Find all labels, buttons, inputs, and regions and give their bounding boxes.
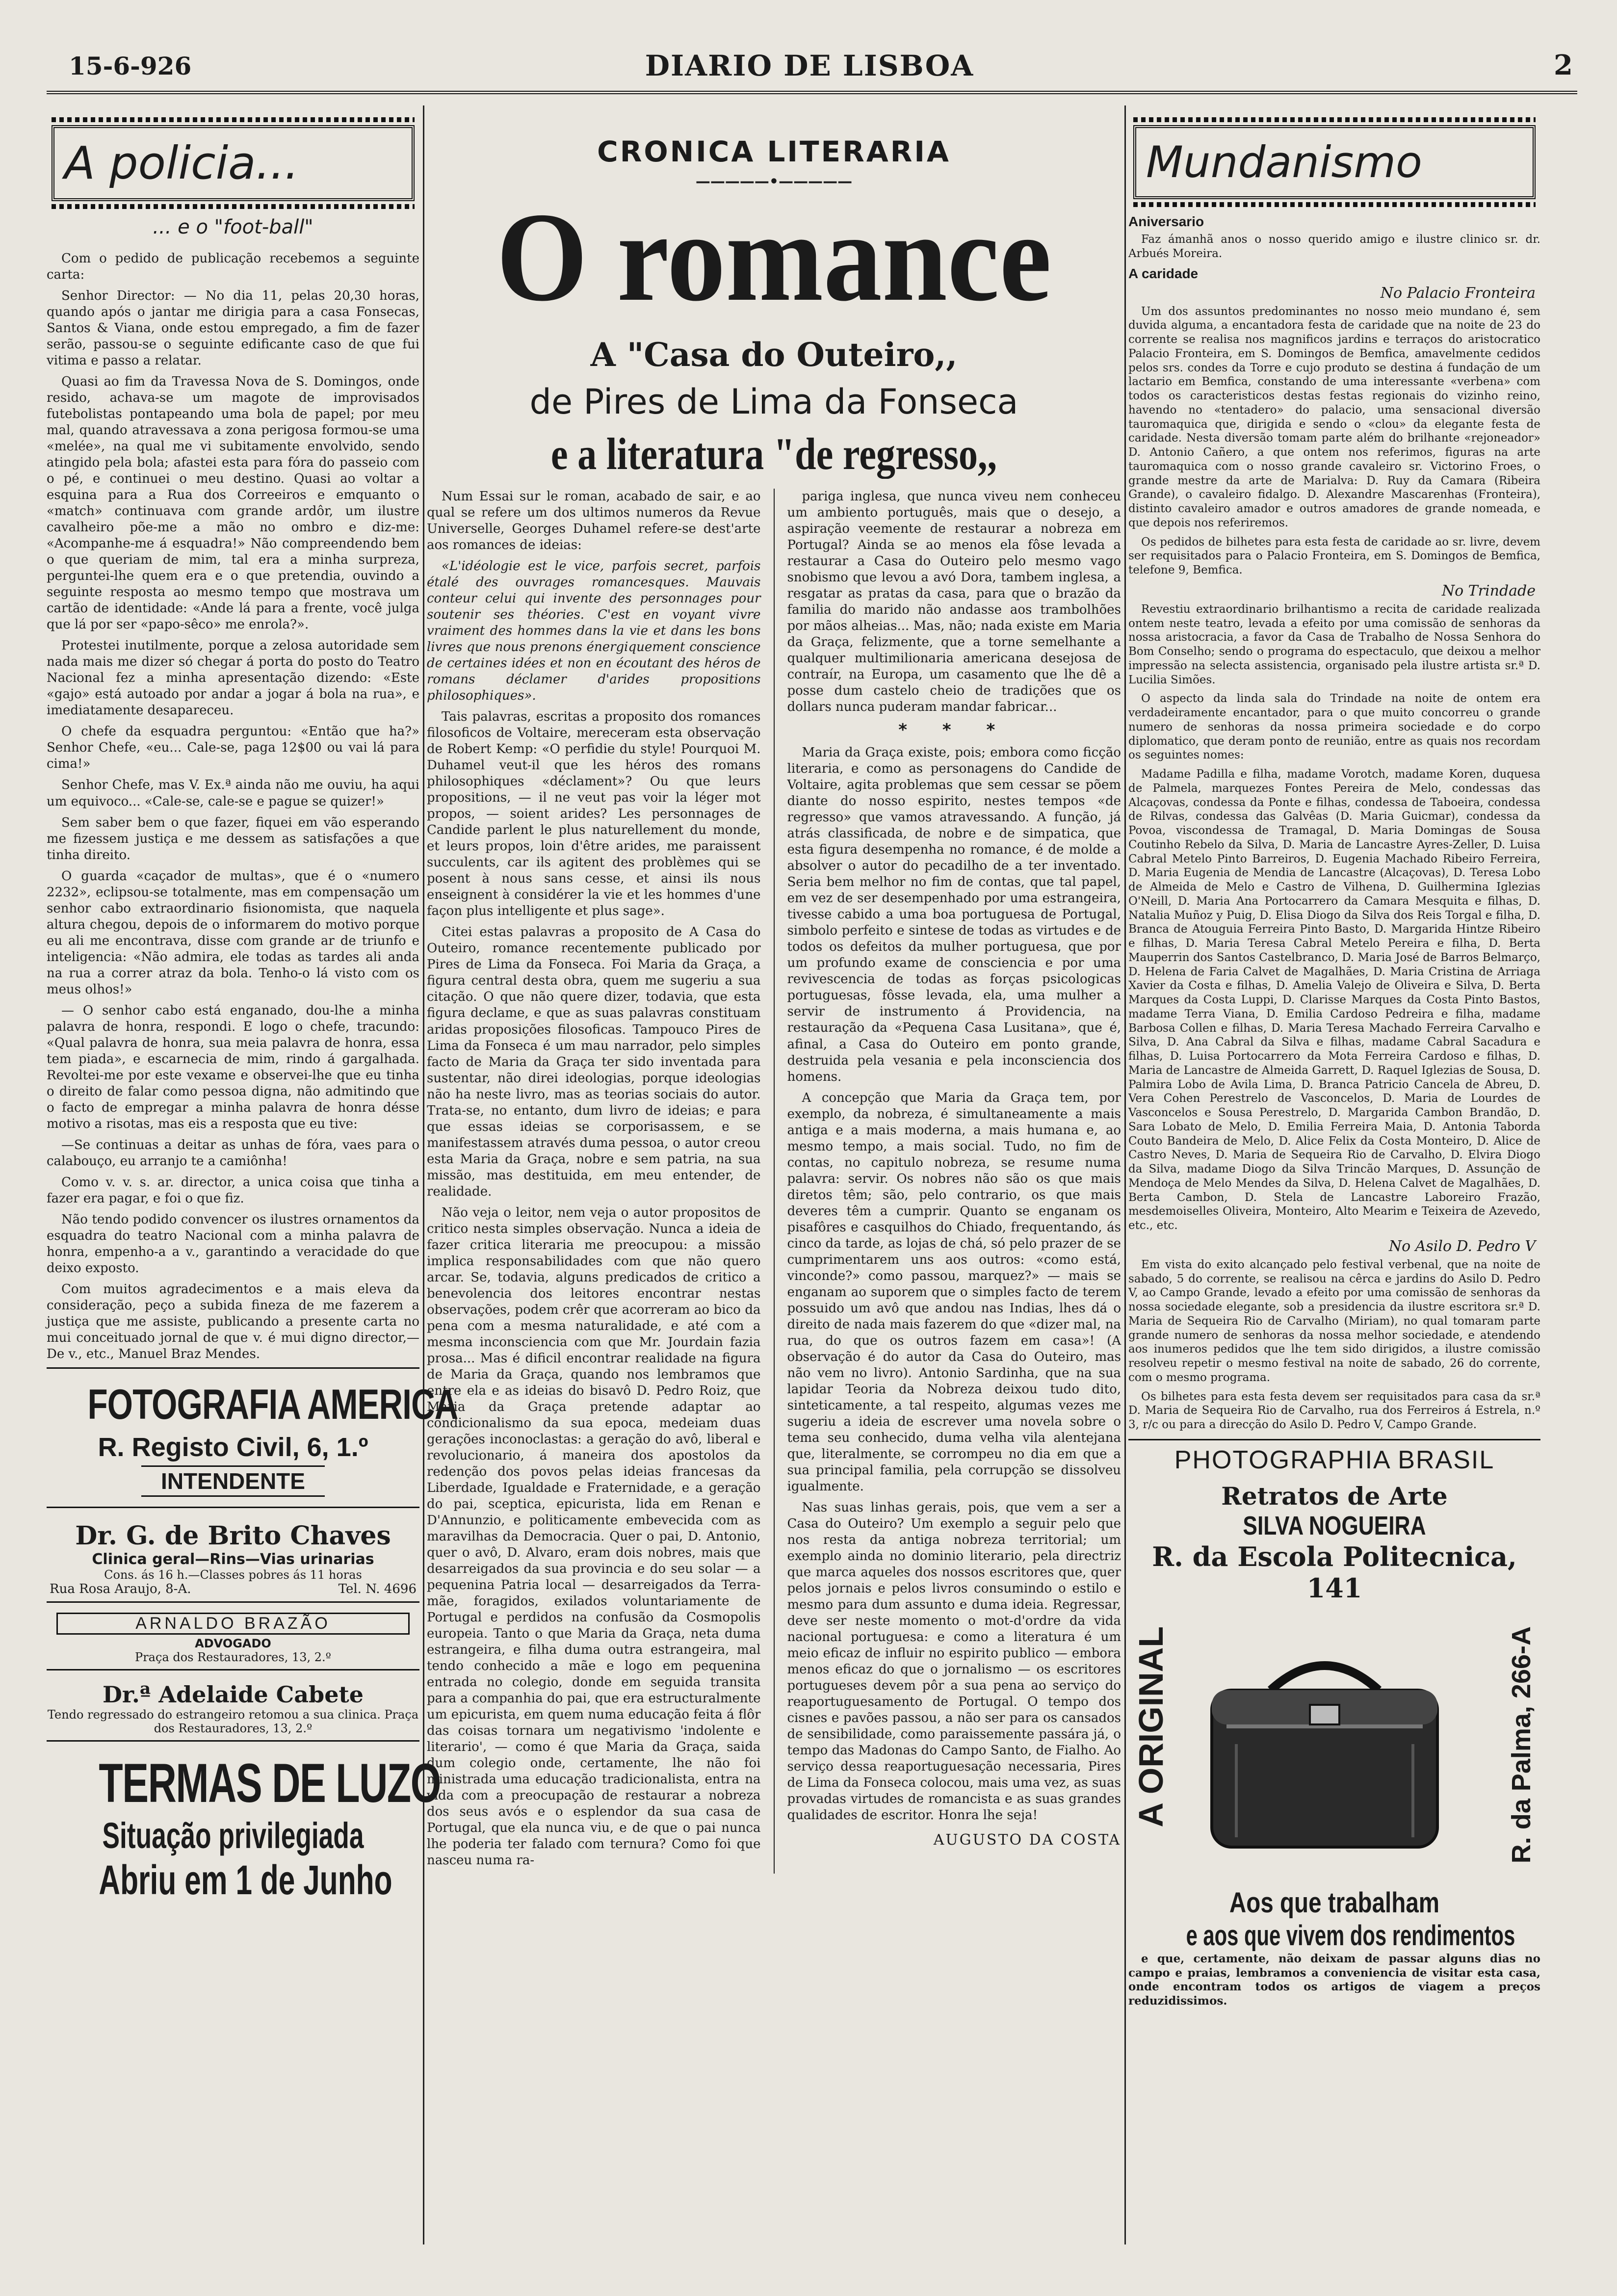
ad-doctor-phone: Tel. N. 4696 bbox=[338, 1582, 417, 1597]
section-break: * * * bbox=[898, 720, 1010, 740]
left-column bbox=[47, 105, 458, 2244]
subhead-trindade: No Trindade bbox=[1441, 582, 1536, 600]
ad-doctor-name: Dr. G. de Brito Chaves bbox=[75, 1521, 391, 1551]
ad-lawyer-name: ARNALDO BRAZÃO bbox=[56, 1613, 410, 1635]
article-column-divider bbox=[774, 489, 775, 1874]
paragraph: Protestei inutilmente, porque a zelosa autoridade sem nada mais me dizer só chegar á porta do posto do Teatro Nacional fez a minha apresentação dizendo: «Este «gajo» está autoado por andar a jogar á bola na rua», e imediatamente desapareceu. bbox=[47, 638, 419, 718]
paragraph: Maria da Graça existe, pois; embora como ficção literaria, e como as personagens do Candide de Voltaire, agita problemas que sem cessar se põem diante do nosso espirito, nestes tempos «de regresso» que vamos atravessando. A função, já atrás classificada, de nobre e de simpatica, que esta figura desempenha no romance, é de molde a absolver o autor do pecadilho de a ter inventado. Seria bem melhor no fim de contas, que tal papel, em vez de ser desempenhado por uma estrangeira, tivesse cabido a uma boa portuguesa de Portugal, simbolo perfeito e sintese de todas as virtudes e de todos os defeitos da mulher portuguesa, que por um profundo exame de consciencia e por uma revivescencia de todas as forças psicologicas portuguesas, fôsse levada, ela, uma mulher a servir de instrumento á Providencia, na restauração da «Pequena Casa Lusitana», que é, afinal, a Casa do Outeiro em ponto grande, destruida pela vesania e pela inconsciencia dos homens. bbox=[787, 745, 1121, 1084]
ad-termas bbox=[47, 1740, 441, 1909]
paragraph: O chefe da esquadra perguntou: «Então que ha?» Senhor Chefe, «eu... Cale-se, paga 12$00 ou vai lá para cima!» bbox=[47, 724, 419, 772]
ad-doctor-specialty: Clinica geral—Rins—Vias urinarias bbox=[92, 1551, 374, 1568]
ad-fotografia-america bbox=[47, 1367, 458, 1502]
ad-lawyer bbox=[47, 1601, 419, 1669]
article-column-2 bbox=[787, 489, 1121, 1874]
paragraph: —Se continuas a deitar as unhas de fóra, vaes para o calabouço, eu arranjo te a camiônha! bbox=[47, 1137, 419, 1169]
subhead-caridade: A caridade bbox=[1128, 265, 1199, 281]
paragraph: Com o pedido de publicação recebemos a seguinte carta: bbox=[47, 251, 419, 283]
paragraph: Um dos assuntos predominantes no nosso meio mundano é, sem duvida alguma, a encantadora festa de caridade que na noite de 23 do corrente se realisa nos magnificos jardins e terraços do aristocratico Palacio Fronteira, em S. Domingos de Bemfica, amavelmente cedidos pelos srs. condes da Torre e cujo produto se destina á fundação de um lactario em Bemfica, constando de uma interessante «verbena» com todos os caracteristicos destas festas regionais do vizinho reino, havendo no «tentadero» do palacio, uma sensacional diversão tauromaquica que, dirigida e sendo o «clou» da elegante festa de caridade. Nesta diversão tomam parte além do brilhante «rejoneador» D. Antonio Cañero, a que ontem nos referimos, figuras na arte tauromaquica com o nosso grande cavaleiro sr. Victorino Froes, o grande mestre da arte de Marialva: D. Ruy da Camara (Ribeira Grande), o cavaleiro fidalgo. D. Alexandre Mascarenhas (Fronteira), distinto cavaleiro amador e outros amadores de grande nomeada, e que depois nos referiremos. bbox=[1128, 305, 1540, 529]
paragraph: Faz ámanhã anos o nosso querido amigo e ilustre clinico sr. dr. Arbués Moreira. bbox=[1128, 233, 1540, 260]
ad-doctor-address: Rua Rosa Araujo, 8-A. bbox=[50, 1582, 191, 1597]
travel-bag-icon bbox=[1197, 1631, 1452, 1867]
ad-termas-line1: Situação privilegiada bbox=[102, 1815, 364, 1856]
section-kicker: CRONICA LITERARIA bbox=[597, 135, 951, 168]
ad-cabete-name: Dr.ª Adelaide Cabete bbox=[102, 1681, 364, 1708]
paragraph: pariga inglesa, que nunca viveu nem conheceu um ambiento português, mais que o desejo, a aspiração veemente de restaurar a nobreza em Portugal? Ainda se ao menos ela fôse levada a restaurar a Casa do Outeiro pelo mesmo vago snobismo que levou a avó Dora, tambem inglesa, a resgatar as pratas da casa, para que o brazão da familia do marido não andasse aos trambolhões por mãos alheias... Mas, não; nada existe em Maria da Graça, felizmente, que a torne semelhante a qualquer multimilionaria americana desejosa de contraír, na Europa, um casamento que lhe dê a posse dum castelo cheio de tradições que os dollars nunca puderam mandar fabricar... bbox=[787, 489, 1121, 715]
paragraph: Em vista do exito alcançado pelo festival verbenal, que na noite de sabado, 5 do corrente, se realisou na cêrca e jardins do Asilo D. Pedro V, ao Campo Grande, levado a efeito por uma comissão de senhoras da nossa sociedade elegante, sob a presidencia da ilustre escritora sr.ª D. Maria de Sequeira Rio de Carvalho (Miriam), no qual tomaram parte grande numero de senhoras da nossa melhor sociedade, e atendendo aos inumeros pedidos que lhe tem sido dirigidos, a ilustre comissão resolveu repetir o mesmo festival na noite de sabado, 26 do corrente, com o mesmo programa. bbox=[1128, 1258, 1540, 1384]
ad-address: R. Registo Civil, 6, 1.º bbox=[98, 1433, 368, 1462]
paragraph: Num Essai sur le roman, acabado de sair, e ao qual se refere um dos ultimos numeros da Revue Universelle, Georges Duhamel refere-se dest'arte aos romances de ideias: bbox=[427, 489, 761, 553]
ad-doctor-hours: Cons. ás 16 h.—Classes pobres ás 11 horas bbox=[104, 1568, 362, 1582]
paragraph: Citei estas palavras a proposito de A Casa do Outeiro, romance recentemente publicado por Pires de Lima da Fonseca. Foi Maria da Graça, a figura central desta obra, quem me sugeriu a sua citação. O que não quere dizer, todavia, que esta figura declame, e que as suas palavras constituam aridas proposições filosoficas. Tampouco Pires de Lima da Fonseca é um mau narrador, pelo simples facto de Maria da Graça ter sido inventada para sustentar, não direi ideologias, porque ideologias não ha neste livro, mas as teorias sociais do autor. Trata-se, no entanto, dum livro de ideias; e para que essas ideias se corporisassem, e se manifestassem através duma pessoa, o autor creou esta Maria da Graça, nobre e sem patria, na sua missão, mas destituida, em meu entender, de realidade. bbox=[427, 925, 761, 1199]
page-number: 2 bbox=[1554, 49, 1573, 81]
paragraph: Quasi ao fim da Travessa Nova de S. Domingos, onde resido, achava-se um magote de improvisados futebolistas pontapeando uma bola de papel; por meu mal, quando atravessava a zona perigosa formou-se uma «melée», na qual me vi subitamente envolvido, sendo atingido pela bola; afastei esta para fóra do passeio com o pé, e continuei o meu destino. Quasi ao voltar a esquina para a Rua dos Correeiros e emquanto o «match» continuava com grande ardôr, um ilustre cavalheiro põe-me a mão no ombro e diz-me: «Acompanhe-me á esquadra!» Não compreendendo bem o que queriam de mim, tal era a minha surpreza, perguntei-lhe quem era e o que pretendia, ouvindo a seguinte resposta ao mesmo tempo que mostrava um cartão de identidade: «Ande lá para a frente, você julga que lá por ser «papo-sêco» me enrola?». bbox=[47, 374, 419, 632]
paragraph: A concepção que Maria da Graça tem, por exemplo, da nobreza, é simultaneamente a mais antiga e a mais moderna, a mais humana e, ao mesmo tempo, a mais social. Tudo, no fim de contas, no capitulo nobreza, se resume numa palavra: servir. Os nobres não são os que mais diretos têm; são, pelo contrario, os que mais deveres têm a cumprir. Quanto se enganam os pisafôres e casquilhos do Chiado, frequentando, ás cinco da tarde, as lojas de chá, só pelo prazer de se cumprimentarem uns aos outros: «como está, vinconde?» como passou, marquez?» — mais se enganam ao suporem que o simples facto de terem possuido um avô que andou nas Indias, lhes dá o direito de nada mais fazerem do que «dizer mal, na rua, do que os outros fazem em casa»! (A observação é do autor da Casa do Outeiro, mas não vem no livro). Antonio Sardinha, que na sua lapidar Teoria da Nobreza deixou tudo dito, sinteticamente, a tal respeito, algumas vezes me sugeriu a ideia de escrever uma novela sobre o tema seu conhecido, duma velha vila alentejana que, literalmente, se corrompeu no dia em que a sua principal familia, pela corrupção se dissolveu igualmente. bbox=[787, 1090, 1121, 1494]
author-signature: AUGUSTO DA COSTA bbox=[933, 1831, 1121, 1849]
masthead-title: DIARIO DE LISBOA bbox=[645, 49, 974, 82]
paragraph: Como v. v. s. ar. director, a unica coisa que tinha a fazer era pagar, e foi o que fiz. bbox=[47, 1174, 419, 1206]
article-title: O romance bbox=[496, 186, 1052, 328]
paragraph: Os bilhetes para esta festa devem ser requisitados para casa da sr.ª D. Maria de Sequeira Rio de Carvalho, rua dos Ferreiros á Estrela, n.º 3, r/c ou para a direcção do Asilo D. Pedro V, Campo Grande. bbox=[1128, 1390, 1540, 1431]
paragraph: «L'idéologie est le vice, parfois secret, parfois étalé des ouvrages romancesques. Mauvais conteur celui qui invente des personnages pour soutenir ses théories. C'est en voyant vivre vraiment des hommes dans la vie et dans les bons livres que nous prenons énergiquement conscience de certaines idées et non en écoutant des héros de romans déclamer d'arides propositions philosophiques». bbox=[427, 559, 761, 704]
ad-lawyer-role: ADVOGADO bbox=[195, 1637, 271, 1651]
ad-lawyer-address: Praça dos Restauradores, 13, 2.º bbox=[135, 1650, 331, 1665]
subhead-asilo: No Asilo D. Pedro V bbox=[1388, 1237, 1536, 1255]
paragraph: Senhor Director: — No dia 11, pelas 20,30 horas, quando após o jantar me dirigia para a casa Fonsecas, Santos & Viana, onde estou empregado, a fim de fazer serão, passou-se o seguinte edificante caso de que fui vitima e passo a relatar. bbox=[47, 288, 419, 368]
paragraph: O aspecto da linda sala do Trindade na noite de ontem era verdadeiramente encantador, para o que muito concorreu o grande numero de senhoras da nossa primeira sociedade e do corpo diplomatico, que deram ponto de reunião, entre as quais nos recordam os seguintes nomes: bbox=[1128, 692, 1540, 762]
ad2-slogan-2: e aos que vivem dos rendimentos bbox=[1186, 1919, 1515, 1952]
section-subtitle: ... e o "foot-ball" bbox=[153, 216, 313, 238]
ad-cabete-text: Tendo regressado do estrangeiro retomou a sua clinica. Praça dos Restauradores, 13, 2.º bbox=[47, 1708, 419, 1736]
header-rule bbox=[47, 91, 1577, 94]
paragraph: Não tendo podido convencer os ilustres ornamentos da esquadra do teatro Nacional com a minha palavra de honra, empenho-a a v., garantindo a veracidade do que deixo exposto. bbox=[47, 1212, 419, 1276]
letter-body bbox=[47, 251, 419, 1362]
ad-doctor bbox=[47, 1507, 419, 1601]
article-subtitle-2: de Pires de Lima da Fonseca bbox=[529, 382, 1018, 422]
ad2-body: e que, certamente, não deixam de passar alguns dias no campo e praias, lembramos a conveniencia de visitar esta casa, onde encontram todos os artigos de viagem a preços reduzidissimos. bbox=[1128, 1952, 1540, 2008]
paragraph: Os pedidos de bilhetes para esta festa de caridade ao sr. livre, devem ser requisitados para o Palacio Fronteira, em S. Domingos de Bemfica, telefone 9, Bemfica. bbox=[1128, 535, 1540, 576]
ad-termas-line2: Abriu em 1 de Junho bbox=[99, 1857, 392, 1904]
article-columns bbox=[427, 489, 1121, 1874]
subhead-palacio-fronteira: No Palacio Fronteira bbox=[1380, 284, 1536, 302]
section-heading-mundanismo: Mundanismo bbox=[1133, 125, 1536, 199]
paragraph: Não veja o leitor, nem veja o autor propositos de critico nesta simples observação. Nunca a ideia de fazer critica literaria me preocupou: a missão implica responsabilidades com que não quero arcar. Se, todavia, alguns predicados de critico a benevolencia dos leitores encontrar nestas observações, podem crêr que acorreram ao bico da pena com a mesma naturalidade, e até com a mesma inconsciencia com que Mr. Jourdain fazia prosa... Mas é dificil encontrar realidade na figura de Maria da Graça, quando nos lembramos que entre ela e as ideias do bisavô D. Pedro Roiz, que Maria da Graça pretende adaptar ao condicionalismo da sua epoca, medeiam duas gerações inconoclastas: a geração do avô, liberal e revolucionario, á maneira dos apostolos da redenção dos povos pelas ideias francesas da Liberdade, Igualdade e Fraternidade, e a geração do pai, sceptica, epicurista, lida em Renan e D'Annunzio, e politicamente embevecida com as maravilhas da Democracia. Quer o pai, D. Antonio, quer o avô, D. Alvaro, eram dois nobres, mais que desarreigados da sua provincia e do seu solar — a pequenina Patria local — desarreigados da Terra-mãe, foragidos, exilados voluntariamente de Portugal e perdidos na confusão da Cosmopolis europeia. Tanto o que Maria da Graça, neta duma estrangeira, e filha duma outra estrangeira, mal tendo conhecido a mãe e logo em pequenina entrada no colegio, donde em seguida transita para a companhia do pai, que era estructuralmente um epicurista, em quem numa educação feita á flôr das coisas tornara um negativismo 'indolente e literario', — como é que Maria da Graça, saida dum colegio onde, certamente, lhe não foi ministrada uma educação tradicionalista, entra na vida com a preocupação de restaurar a nobreza dos seus avós e o esplendor da sua casa de Portugal, que ela nunca viu, e de que o pai nunca lhe poderia ter falado com ternura? Como foi que nasceu numa ra- bbox=[427, 1205, 761, 1868]
paragraph: Sem saber bem o que fazer, fiquei em vão esperando me fizessem justiça e me dessem as satisfações a que tinha direito. bbox=[47, 815, 419, 862]
paragraph: Madame Padilla e filha, madame Vorotch, madame Koren, duquesa de Palmela, marquezes Fontes Pereira de Melo, condessas das Alcaçovas, condessa da Ponte e filhas, condessa de Taboeira, condessa de Rilvas, condessa das Galvêas (D. Maria Guicmar), condessa da Povoa, viscondessa de Tramagal, D. Maria Domingas de Sousa Coutinho Rebelo da Silva, D. Maria de Lancastre Ayres-Zeller, D. Luisa Cabral Metelo Pinto Barreiros, D. Eugenia Machado Ribeiro Ferreira, D. Maria Eugenia de Mendia de Lancastre (Alcaçovas), D. Teresa Lobo de Almeida de Melo e Castro de Vilhena, D. Guilhermina Iglezias O'Neill, D. Maria Ana Portocarrero da Camara Mesquita e filhas, D. Natalia Muñoz y Puig, D. Elisa Diogo da Silva dos Reis Torgal e filha, D. Branca de Atouguia Ferreira Pinto Basto, D. Margarida Hintze Ribeiro e filhas, D. Maria Teresa Cabral Metelo Pereira e filha, D. Berta Mauperrin dos Santos Castelbranco, D. Maria José de Barros Belmarço, D. Helena de Faria Calvet de Magalhães, D. Maria Cristina de Arriaga Xavier da Costa e filhas, D. Amelia Valejo de Oliveira e Silva, D. Berta Marques da Costa Luppi, D. Clarisse Marques da Costa Pinto Bastos, madame Terra Viana, D. Emilia Cardoso Pedreira e filha, madame Barbosa Collen e filhas, D. Maria Teresa Machado Ferreira Carvalho e Silva, D. Ana Cabral da Silva e filhas, madame Cabral Sacadura e filhas, D. Luisa Portocarrero da Mota Ferreira Cardoso e filhas, D. Maria de Lancastre de Almeida Garrett, D. Raquel Iglezias de Sousa, D. Palmira Lobo de Avila Lima, D. Branca Patricio Cancela de Abreu, D. Vera Cohen Perestrelo de Vasconcelos, D. Maria de Lourdes de Vasconcelos e Sousa Perestrelo, D. Margarida Cambon Brandão, D. Sara Lobato de Melo, D. Emilia Ferreira Maia, D. Antonia Taborda Couto Bandeira de Melo, D. Alice Felix da Costa Monteiro, D. Alice de Castro Neves, D. Maria de Sequeira Rio de Carvalho, D. Elvira Diogo da Silva, madame Diogo da Silva Trincão Marques, D. Assunção de Mendoça de Melo Mendes da Silva, D. Helena Calvet de Magalhães, D. Berta Cambon, D. Stela de Lancastre Laboreiro Frazão, mesdemoiselles Oliveira, Monteiro, Alto Mearim e Teixeira de Azevedo, etc., etc. bbox=[1128, 768, 1540, 1232]
ad2-vertical-left: A ORIGINAL bbox=[1132, 1626, 1170, 1827]
paragraph: O guarda «caçador de multas», que é o «numero 2232», eclipsou-se totalmente, mas em compensação um senhor cabo extraordinario fisionomista, que naquela altura chegou, depois de o informarem do motivo porque eu ali me encontrava, disse com grande ar de triunfo e inteligencia: «Não admira, ele todas as tardes ali anda na rua a correr atraz da bola. Tenho-o lá visto com os meus olhos!» bbox=[47, 868, 419, 997]
ad-doctor-contact bbox=[47, 1582, 419, 1596]
issue-date: 15-6-926 bbox=[69, 52, 192, 80]
section-heading-policia: A policia... bbox=[52, 125, 415, 201]
column-divider bbox=[423, 105, 424, 2244]
paragraph: Senhor Chefe, mas V. Ex.ª ainda não me ouviu, ha aqui um equivoco... «Cale-se, cale-se e pague se quizer!» bbox=[47, 778, 419, 809]
article-subtitle-3: e a literatura "de regresso,, bbox=[550, 429, 997, 479]
ad2-vertical-right: R. da Palma, 266-A bbox=[1507, 1626, 1536, 1863]
paragraph: Com muitos agradecimentos e a mais eleva da consideração, peço a subida fineza de me fazerem a justiça que me assiste, publicando a presente carta no mui conceituado jornal de que v. é mui digno director,—De v., etc., Manuel Braz Mendes. bbox=[47, 1281, 419, 1361]
ad-termas-title: TERMAS DE LUZO bbox=[99, 1752, 441, 1814]
ad2-line1: Retratos de Arte bbox=[1221, 1481, 1448, 1511]
ornament-rule: —————•————— bbox=[695, 173, 853, 190]
ad2-line2: SILVA NOGUEIRA bbox=[1243, 1511, 1426, 1540]
middle-column bbox=[427, 105, 1121, 2244]
article-column-1 bbox=[427, 489, 761, 1874]
paragraph: Tais palavras, escritas a proposito dos romances filosoficos de Voltaire, mereceram esta observação de Robert Kemp: «O perfidie du style! Pourquoi M. Duhamel veut-il que les héros des romans philosophiques «déclament»? Ou que leurs propositions, — il ne veut pas voir la léger mot propos, — soient arides? Les personnages de Candide parlent le plus naturellement du monde, et leurs propos, loin d'être arides, me paraissent succulents, car ils agitent des problèmes qui se posent à nous sans cesse, et ainsi ils nous enseignent à considérer la vie et les hommes d'une façon plus intelligente et plus sage». bbox=[427, 709, 761, 919]
ad-subtitle: INTENDENTE bbox=[141, 1465, 325, 1497]
paragraph: Revestiu extraordinario brilhantismo a recita de caridade realizada ontem neste teatro, levada a efeito por uma comissão de senhoras da nossa aristocracia, a favor da Casa de Trabalho de Nossa Senhora do Bom Conselho; sendo o programa do espectaculo, que deixou a melhor impressão na selecta assistencia, organisado pela ilustre artista sr.ª D. Lucilia Simões. bbox=[1128, 602, 1540, 686]
ad-cabete bbox=[47, 1669, 419, 1740]
ad2-illustration bbox=[1128, 1612, 1540, 1886]
right-column bbox=[1128, 105, 1540, 2244]
paragraph: — O senhor cabo está enganado, dou-lhe a minha palavra de honra, respondi. E logo o chefe, tracundo: «Qual palavra de honra, sua meia palavra de honra, essa tem piada», e escarnecia de mim, rindo á gargalhada. Revoltei-me por este vexame e observei-lhe que eu tinha o direito de falar como pessoa digna, não admitindo que o facto de empregar a minha palavra de honra désse motivo a risotas, mas eis a resposta que eu tive: bbox=[47, 1003, 419, 1131]
article-subtitle-1: A "Casa do Outeiro,, bbox=[590, 336, 958, 374]
ad-photographia-brasil bbox=[1128, 1439, 1540, 2009]
column-divider bbox=[1124, 105, 1126, 2244]
ad-title: FOTOGRAFIA AMERICA bbox=[87, 1381, 458, 1429]
paragraph: Nas suas linhas gerais, pois, que vem a ser a Casa do Outeiro? Um exemplo a seguir pelo que nos resta da antiga nobreza territorial; um exemplo ainda no dominio literario, pela directriz que marca aqueles dos nossos escritores que, quer pelos jornais e pelos livros consumindo o estilo e mesmo para dum assunto e duma ideia. Regressar, deve ser neste momento o mot-d'ordre da vida nacional portuguesa: e como a literatura é um meio eficaz de influir no espirito publico — embora menos eficaz do que o jornalismo — os escritores portugueses devem pôr a sua pena ao serviço do reaportuguesamento de Portugal. O tempo dos cisnes e pavões passou, a não ser para os cansados de sensibilidade, como paraissemente passára já, o tempo das Madonas do Campo Santo, de Fialho. Ao serviço dessa reaportuguesação necessaria, Pires de Lima da Fonseca colocou, mais uma vez, as suas provadas virtudes de romancista e as suas grandes qualidades de escritor. Honra lhe seja! bbox=[787, 1500, 1121, 1823]
subhead-aniversario: Aniversario bbox=[1128, 214, 1204, 229]
ad2-slogan-1: Aos que trabalham bbox=[1229, 1886, 1440, 1919]
ad2-title: PHOTOGRAPHIA BRASIL bbox=[1128, 1439, 1540, 1475]
ad2-line3: R. da Escola Politecnica, 141 bbox=[1152, 1540, 1517, 1604]
